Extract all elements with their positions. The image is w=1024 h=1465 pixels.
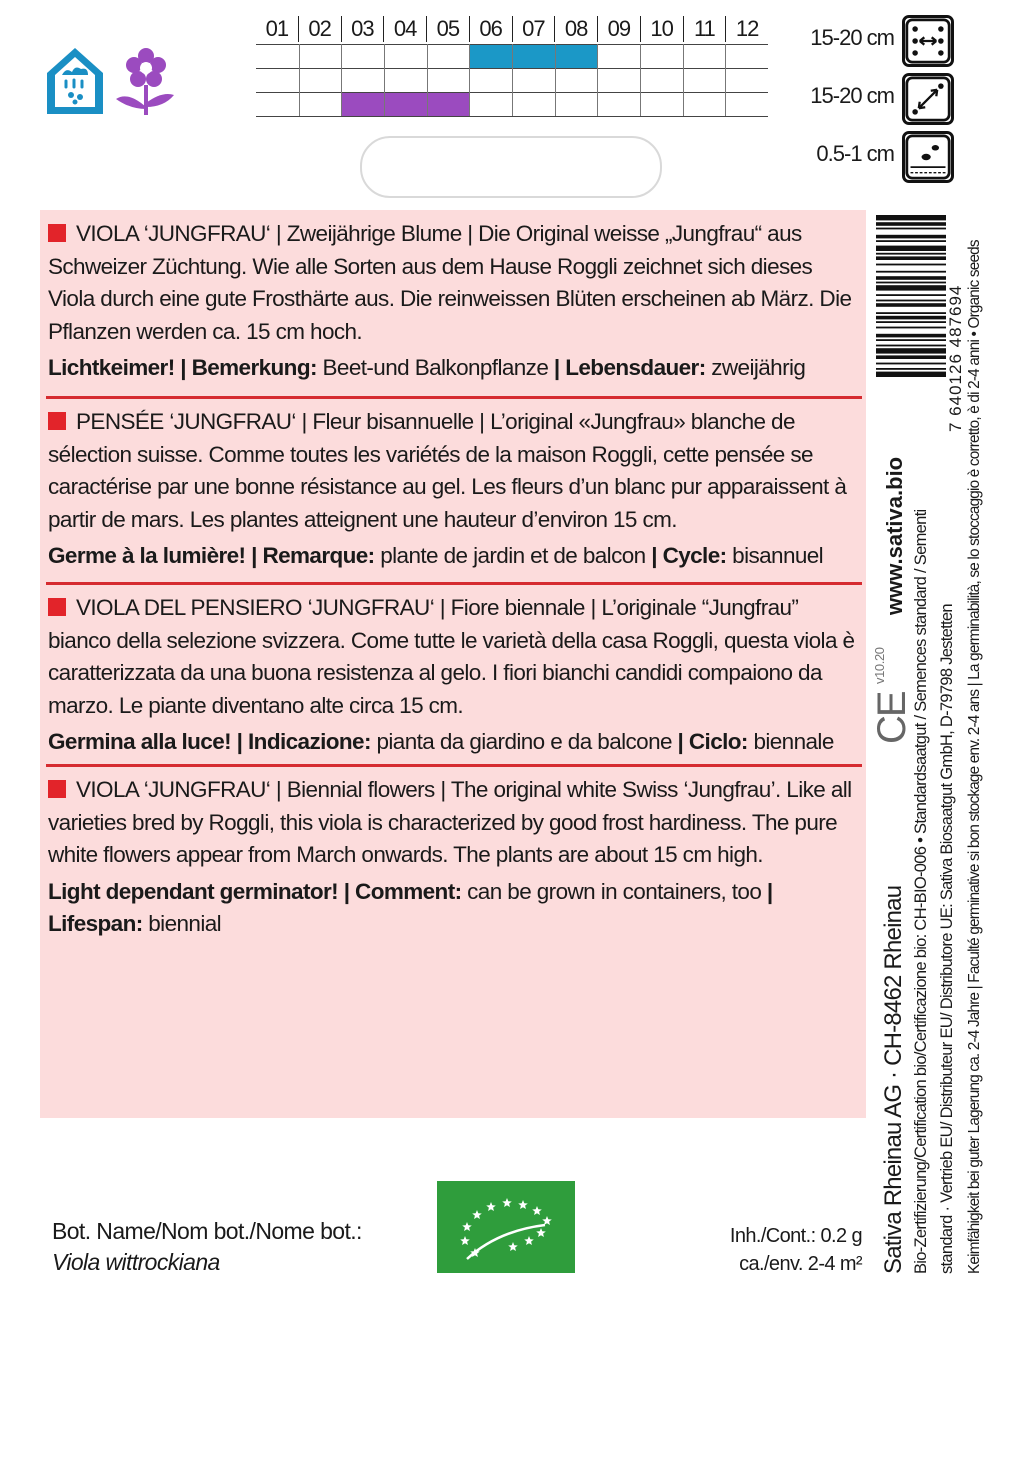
calendar-bar-sowing xyxy=(341,93,469,116)
meta-key-2: | Lebensdauer: xyxy=(553,355,706,380)
company-address: Sativa Rheinau AG · CH-8462 Rheinau xyxy=(880,885,907,1274)
barcode-bar xyxy=(876,321,946,323)
calendar-month: 10 xyxy=(641,16,684,42)
calendar-gridline xyxy=(427,44,428,116)
calendar-gridline xyxy=(512,44,513,116)
barcode-bar xyxy=(876,303,946,307)
barcode-bar xyxy=(876,327,946,329)
barcode-bar xyxy=(876,276,946,280)
calendar-month: 12 xyxy=(735,16,759,41)
description-panel xyxy=(40,210,866,1118)
meta-key-1: Light dependant germinator! | Comment: xyxy=(48,878,462,904)
barcode xyxy=(876,215,946,415)
barcode-bar xyxy=(876,294,946,296)
plant-spacing-value: 15-20 cm xyxy=(810,83,894,108)
calendar-month: 06 xyxy=(470,16,513,42)
section-german xyxy=(48,218,864,385)
sowing-depth xyxy=(790,131,1020,181)
section-marker xyxy=(48,780,66,798)
sowing-depth-icon xyxy=(902,131,954,183)
section-divider xyxy=(46,396,862,399)
calendar-month: 09 xyxy=(598,16,641,42)
barcode-bar xyxy=(876,334,946,338)
meta-key-1: Germe à la lumière! | Remarque: xyxy=(48,543,375,568)
meta-value-2: biennial xyxy=(142,911,222,936)
calendar-month: 02 xyxy=(299,16,342,42)
calendar-month: 08 xyxy=(555,16,598,42)
barcode-bar xyxy=(876,253,946,255)
barcode-bar xyxy=(876,372,946,377)
calendar-months xyxy=(256,14,768,44)
section-english xyxy=(48,774,864,941)
flower-icon xyxy=(112,47,176,117)
barcode-bar xyxy=(876,316,946,320)
section-text: VIOLA ‘JUNGFRAU‘ | Biennial flowers | The original white Swiss ‘Jungfrau’. Like all varieties bred by Roggli, this viola is characterized by good frost hardiness. The pure white flowers appear from March onwards. The plants are about 15 cm high. xyxy=(48,777,852,867)
calendar-bar-bloom xyxy=(469,45,597,68)
section-text: PENSÉE ‘JUNGFRAU‘ | Fleur bisannuelle | L’original «Jungfrau» blanche de sélection suisse. Comme toutes les variétés de la maison Roggli, cette pensée se caractérise par une bonne résistance au gel. Les fleurs d’un blanc pur apparaissent à partir de mars. Les plantes atteignent une hauteur d’environ 15 cm. xyxy=(48,409,847,532)
barcode-bar xyxy=(876,246,946,251)
calendar-month: 11 xyxy=(684,16,727,42)
calendar-month: 05 xyxy=(427,16,470,42)
calendar-month: 04 xyxy=(384,16,427,42)
sowing-calendar xyxy=(256,14,768,116)
barcode-bar xyxy=(876,345,946,347)
row-spacing xyxy=(790,15,1020,65)
section-marker xyxy=(48,224,66,242)
barcode-bar xyxy=(876,339,946,341)
barcode-bar xyxy=(876,355,946,359)
version-label: v10.20 xyxy=(872,647,887,684)
meta-value-1: can be grown in containers, too xyxy=(461,878,767,904)
ce-mark: CE xyxy=(870,692,914,744)
row-spacing-icon xyxy=(902,15,954,67)
meta-value-2: bisannuel xyxy=(726,543,824,568)
meta-value-2: zweijährig xyxy=(705,355,806,380)
calendar-month: 01 xyxy=(256,16,299,42)
meta-value-1: pianta da giardino e da balcone xyxy=(370,729,678,754)
meta-key-2: | Lifespan: xyxy=(48,878,773,936)
barcode-bar xyxy=(876,256,946,260)
barcode-bar xyxy=(876,264,946,266)
meta-value-2: biennale xyxy=(747,729,834,754)
plant-spacing-icon xyxy=(902,73,954,125)
website-link[interactable]: www.sativa.bio xyxy=(882,456,907,615)
section-text: VIOLA DEL PENSIERO ‘JUNGFRAU‘ | Fiore biennale | L’originale “Jungfrau” bianco della selezione svizzera. Come tutte le varietà della casa Roggli, questa viola è caratterizzata da una buona resistenza al gelo. I fiori bianchi candidi compaiono da marzo. Le piante diventano alte circa 15 cm. xyxy=(48,595,855,718)
meta-key-2: | Ciclo: xyxy=(677,729,748,754)
section-text: VIOLA ‘JUNGFRAU‘ | Zweijährige Blume | Die Original weisse „Jungfrau“ aus Schweizer Züchtung. Wie alle Sorten aus dem Hause Roggli zeichnet sich dieses Viola durch eine gute Frosthärte aus. Die reinweissen Blüten erscheinen ab März. Die Pflanzen werden ca. 15 cm hoch. xyxy=(48,221,852,344)
meta-key-2: | Cycle: xyxy=(651,543,727,568)
calendar-gridline xyxy=(683,44,684,116)
barcode-bar xyxy=(876,300,946,302)
barcode-bar xyxy=(876,235,946,239)
sowing-depth-value: 0.5-1 cm xyxy=(816,141,894,166)
meta-value-1: Beet-und Balkonpflanze xyxy=(316,355,554,380)
meta-key-1: Lichtkeimer! | Bemerkung: xyxy=(48,355,317,380)
content-info xyxy=(700,1222,862,1278)
barcode-bar xyxy=(876,285,946,290)
section-italian xyxy=(48,592,864,759)
calendar-gridline xyxy=(469,44,470,116)
calendar-gridline xyxy=(256,116,768,117)
eu-organic-logo xyxy=(437,1181,575,1273)
greenhouse-icon xyxy=(44,45,106,117)
calendar-gridline xyxy=(640,44,641,116)
barcode-bar xyxy=(876,282,946,284)
row-spacing-value: 15-20 cm xyxy=(810,25,894,50)
calendar-gridline xyxy=(299,44,300,116)
meta-key-1: Germina alla luce! | Indicazione: xyxy=(48,729,371,754)
calendar-gridline xyxy=(725,44,726,116)
barcode-digits: 7 640126 487694 xyxy=(946,284,965,432)
section-french xyxy=(48,406,864,573)
barcode-bar xyxy=(876,363,946,365)
plant-spacing xyxy=(790,73,1020,123)
botanical-name-value: Viola wittrockiana xyxy=(52,1249,220,1275)
section-marker xyxy=(48,598,66,616)
calendar-grid xyxy=(256,44,768,116)
calendar-gridline xyxy=(384,44,385,116)
barcode-bar xyxy=(876,271,946,273)
barcode-bar xyxy=(876,348,946,353)
barcode-bar xyxy=(876,368,946,370)
meta-value-1: plante de jardin et de balcon xyxy=(374,543,652,568)
calendar-month: 07 xyxy=(513,16,556,42)
calendar-gridline xyxy=(341,44,342,116)
section-marker xyxy=(48,412,66,430)
barcode-bar xyxy=(876,228,946,230)
barcode-bar xyxy=(876,222,946,226)
botanical-name-label: Bot. Name/Nom bot./Nome bot.: xyxy=(52,1218,362,1244)
certification-line-2: standard · Vertrieb EU/ Distributeur EU/ Distributore UE: Sativa Biosaatgut GmbH, D-79798 Jestetten xyxy=(938,604,956,1274)
calendar-gridline xyxy=(597,44,598,116)
calendar-gridline xyxy=(555,44,556,116)
section-divider xyxy=(46,764,862,767)
barcode-bar xyxy=(876,215,946,220)
certification-line-1: Bio-Zertifizierung/Certification bio/Certificazione bio: CH-BIO-006 • Standardsaatgut / Semences standard / Sementi xyxy=(912,509,930,1274)
content-amount: Inh./Cont.: 0.2 g xyxy=(729,1225,862,1247)
section-divider xyxy=(46,582,862,585)
germination-note: Keimfähigkeit bei guter Lagerung ca. 2-4 Jahre | Faculté germinative si bon stockage env. 2-4 ans | La germinabilità, se lo stoccaggio è corretto, è di 2-4 anni • Organic seeds xyxy=(966,240,983,1274)
barcode-bar xyxy=(876,240,946,242)
calendar-month: 03 xyxy=(342,16,385,42)
hanger-slot xyxy=(360,136,662,198)
barcode-bar xyxy=(876,312,946,314)
content-area: ca./env. 2-4 m² xyxy=(739,1253,862,1275)
